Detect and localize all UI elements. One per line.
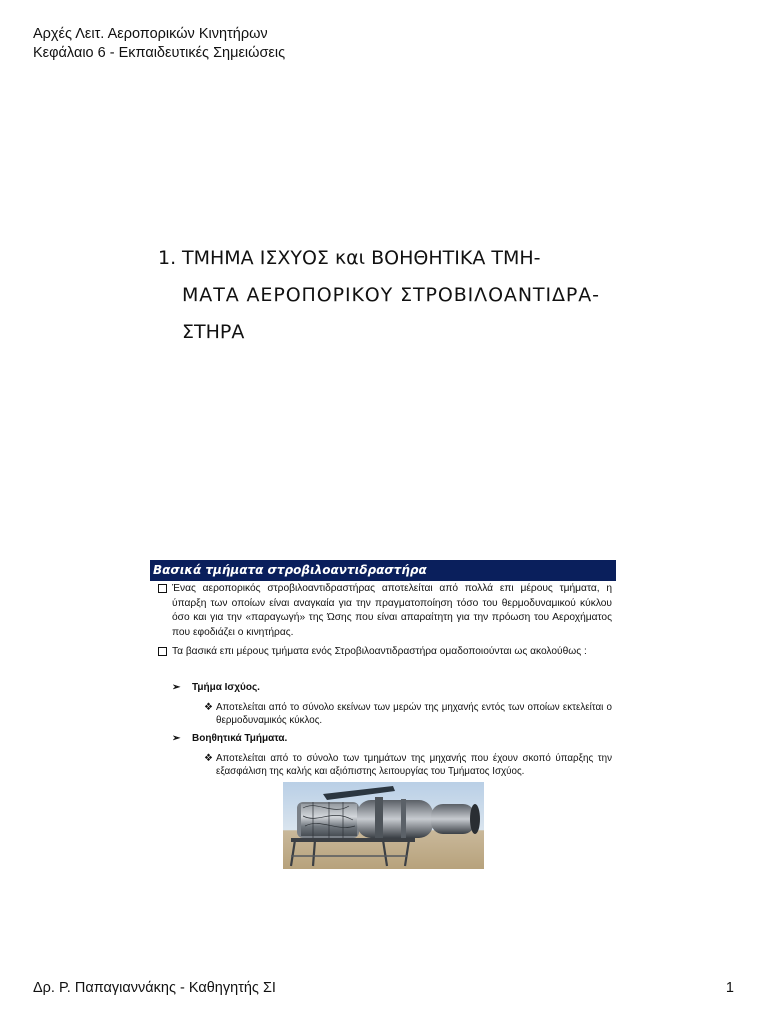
arrow-bullet-icon: ➢	[172, 733, 181, 744]
jet-engine-photo	[283, 782, 484, 869]
chapter-number: 1.	[158, 247, 177, 269]
section-power-description: Αποτελείται από το σύνολο εκείνων των μερών της μηχανής εντός των οποίων εκτελείται ο θερμοδυναμικός κύκλος.	[216, 702, 612, 726]
slide-title: Βασικά τμήματα στροβιλοαντιδραστήρα	[150, 560, 616, 581]
section-auxiliary-title: Βοηθητικά Τμήματα.	[192, 733, 288, 744]
slide-paragraph-1	[172, 582, 612, 640]
slide-paragraph-1-text: Ένας αεροπορικός στροβιλοαντιδραστήρας αποτελείται από πολλά επι μέρους τμήματα, η ύπαρξη των οποίων είναι αναγκαία για την πραγματοποίηση τόσο του θερμοδυναμικού κύκλου όσο και για την «παραγωγή» της Ώσης που είναι απαραίτητη για την πρόωση του Αεροχήματος που εφοδιάζει ο κινητήρας.	[172, 583, 612, 638]
chapter-title-line-3: ΣΤΗΡΑ	[182, 321, 245, 343]
section-auxiliary-description: Αποτελείται από το σύνολο των τμημάτων της μηχανής που έχουν σκοπό ύπαρξης την εξασφάλιση της καλής και αξιόπιστης λειτουργίας του Τμήματος Ισχύος.	[216, 753, 612, 777]
section-auxiliary-heading	[172, 732, 288, 746]
section-power-text	[204, 701, 612, 727]
diamond-bullet-icon: ❖	[204, 753, 213, 764]
header-chapter-subtitle: Κεφάλαιο 6 - Εκπαιδευτικές Σημειώσεις	[33, 45, 286, 61]
slide-paragraph-2	[172, 645, 612, 660]
section-power-heading	[172, 681, 260, 695]
diamond-bullet-icon: ❖	[204, 702, 213, 713]
chapter-title-line-2: ΜΑΤΑ ΑΕΡΟΠΟΡΙΚΟΥ ΣΤΡΟΒΙΛΟΑΝΤΙΔΡΑ-	[182, 284, 600, 306]
chapter-title-line-1: ΤΜΗΜΑ ΙΣΧΥΟΣ και ΒΟΗΘΗΤΙΚΑ ΤΜΗ-	[182, 247, 541, 269]
slide-paragraph-2-text: Τα βασικά επι μέρους τμήματα ενός Στροβιλοαντιδραστήρα ομαδοποιούνται ως ακολούθως :	[172, 646, 587, 657]
embedded-slide	[150, 560, 616, 880]
header-course-title: Αρχές Λειτ. Αεροπορικών Κινητήρων	[33, 26, 268, 42]
section-auxiliary-text	[204, 752, 612, 778]
arrow-bullet-icon: ➢	[172, 682, 181, 693]
page-header	[33, 25, 285, 63]
section-power-title: Τμήμα Ισχύος.	[192, 682, 260, 693]
footer-author: Δρ. Ρ. Παπαγιαννάκης - Καθηγητής ΣΙ	[33, 980, 276, 996]
square-bullet-icon	[158, 584, 167, 593]
page-number: 1	[725, 980, 734, 996]
square-bullet-icon	[158, 647, 167, 656]
